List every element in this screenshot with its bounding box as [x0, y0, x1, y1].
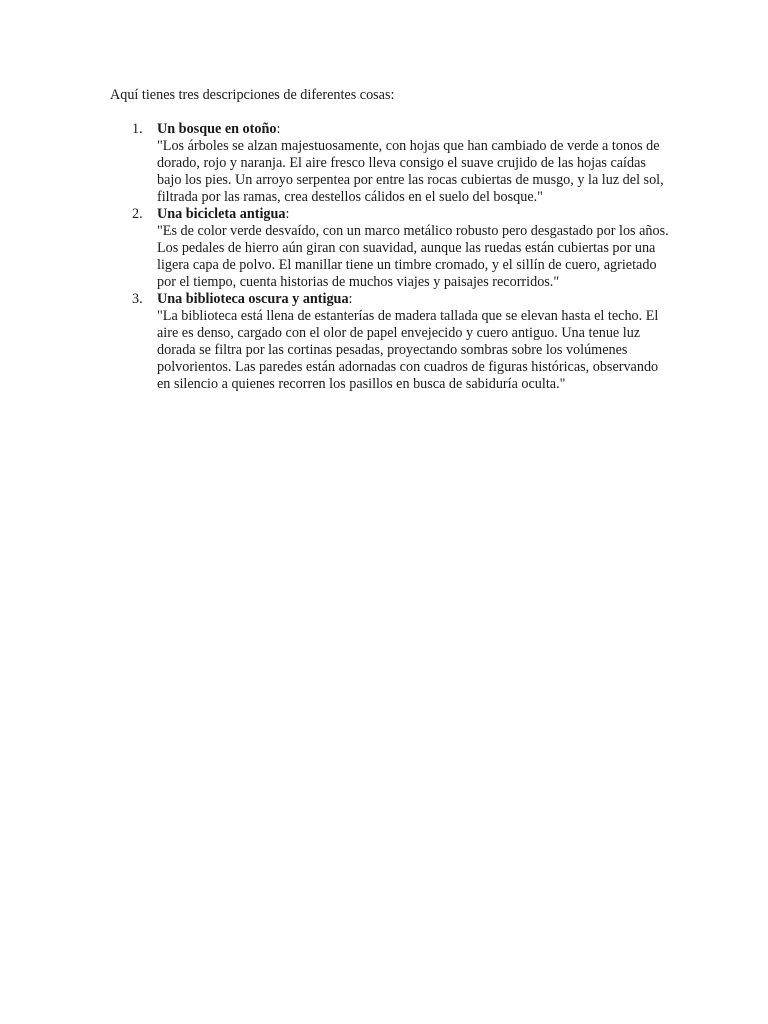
list-item-separator: :	[285, 206, 290, 222]
list-item	[110, 291, 670, 393]
list-item-separator: :	[348, 291, 353, 307]
document-page	[110, 87, 670, 393]
list-item-separator: :	[276, 121, 281, 137]
list-item-heading	[157, 291, 353, 307]
list-item-description: "Es de color verde desvaído, con un marco metálico robusto pero desgastado por los años. Los pedales de hierro aún giran con suavidad, aunque las ruedas están cubiertas por una ligera capa de polvo. El manillar tiene un timbre cromado, y el sillín de cuero, agrietado por el tiempo, cuenta historias de muchos viajes y paisajes recorridos."	[157, 223, 669, 290]
list-item-title: Una biblioteca oscura y antigua	[157, 291, 349, 307]
list-item-number: 1.	[132, 121, 143, 137]
list-item-description: "La biblioteca está llena de estanterías de madera tallada que se elevan hasta el techo. El aire es denso, cargado con el olor de papel envejecido y cuero antiguo. Una tenue luz dorada se filtra por las cortinas pesadas, proyectando sombras sobre los volúmenes polvorientos. Las paredes están adornadas con cuadros de figuras históricas, observando en silencio a quienes recorren los pasillos en busca de sabiduría oculta."	[157, 308, 659, 392]
list-item-title: Un bosque en otoño	[157, 121, 277, 137]
list-item-heading	[157, 206, 289, 222]
list-item	[110, 121, 670, 206]
list-item	[110, 206, 670, 291]
list-item-number: 3.	[132, 291, 143, 307]
list-item-title: Una bicicleta antigua	[157, 206, 286, 222]
list-item-number: 2.	[132, 206, 143, 222]
intro-paragraph: Aquí tienes tres descripciones de diferentes cosas:	[110, 87, 395, 103]
list-item-heading	[157, 121, 280, 137]
description-list	[110, 121, 670, 393]
list-item-description: "Los árboles se alzan majestuosamente, con hojas que han cambiado de verde a tonos de dorado, rojo y naranja. El aire fresco lleva consigo el suave crujido de las hojas caídas bajo los pies. Un arroyo serpentea por entre las rocas cubiertas de musgo, y la luz del sol, filtrada por las ramas, crea destellos cálidos en el suelo del bosque."	[157, 138, 664, 205]
